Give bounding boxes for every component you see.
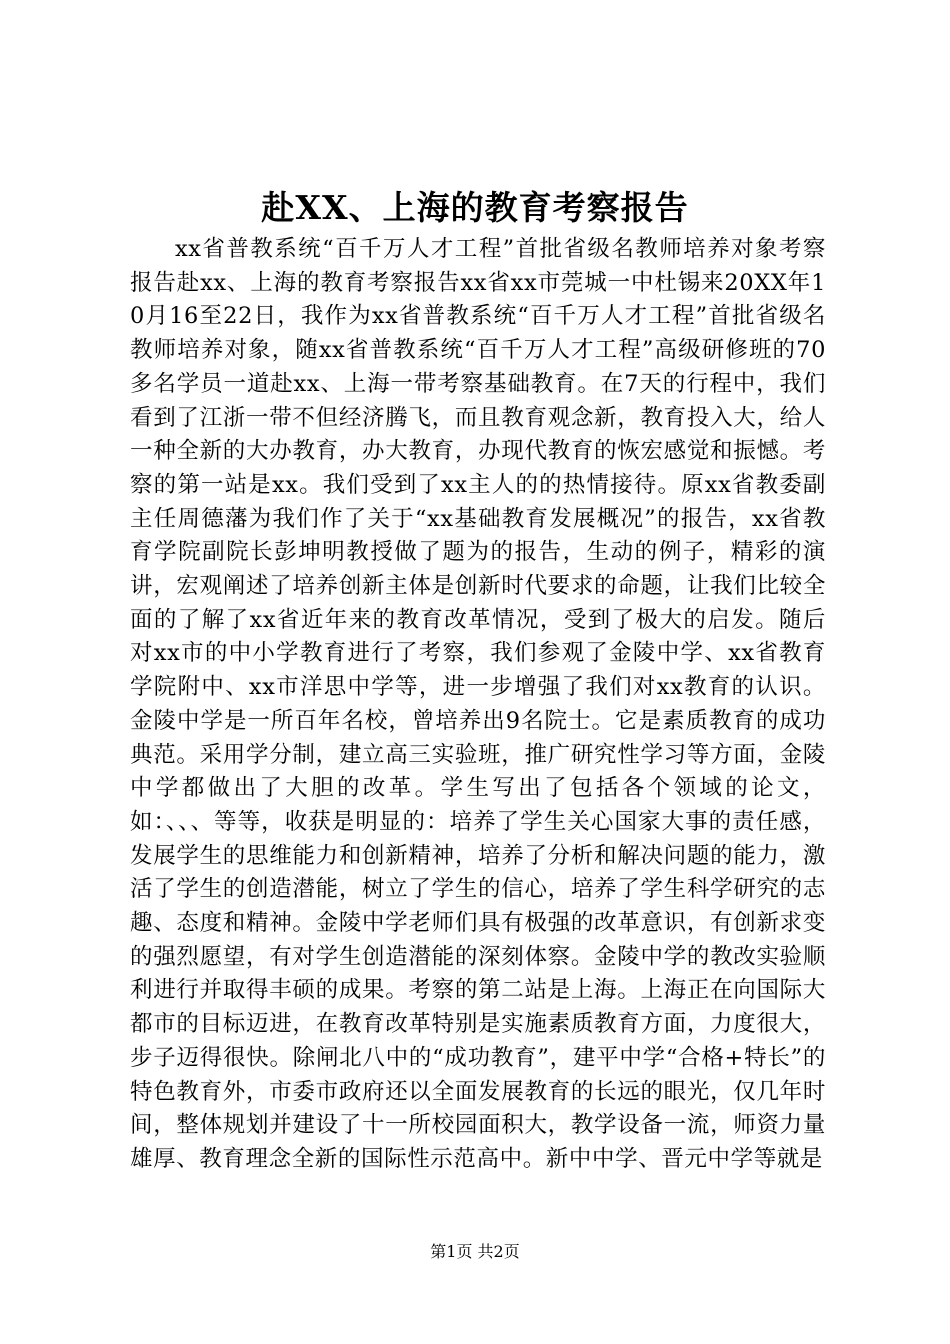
document-title: 赴XX、上海的教育考察报告 xyxy=(261,188,689,227)
document-body-paragraph: xx省普教系统“百千万人才工程”首批省级名教师培养对象考察报告赴xx、上海的教育考察报告xx省xx市莞城一中杜锡来20XX年10月16至22日，我作为xx省普教系统“百千万人才工程”首批省级名教师培养对象，随xx省普教系统“百千万人才工程”高级研修班的70多名学员一道赴xx、上海一带考察基础教育。在7天的行程中，我们看到了江浙一带不但经济腾飞，而且教育观念新，教育投入大，给人一种全新的大办教育，办大教育，办现代教育的恢宏感觉和振憾。考察的第一站是xx。我们受到了xx主人的的热情接待。原xx省教委副主任周德藩为我们作了关于“xx基础教育发展概况”的报告，xx省教育学院副院长彭坤明教授做了题为的报告，生动的例子，精彩的演讲，宏观阐述了培养创新主体是创新时代要求的命题，让我们比较全面的了解了xx省近年来的教育改革情况，受到了极大的启发。随后对xx市的中小学教育进行了考察，我们参观了金陵中学、xx省教育学院附中、xx市洋思中学等，进一步增强了我们对xx教育的认识。金陵中学是一所百年名校，曾培养出9名院士。它是素质教育的成功典范。采用学分制，建立高三实验班，推广研究性学习等方面，金陵中学都做出了大胆的改革。学生写出了包括各个领域的论文，如：、、、等等，收获是明显的：培养了学生关心国家大事的责任感，发展学生的思维能力和创新精神，培养了分析和解决问题的能力，激活了学生的创造潜能，树立了学生的信心，培养了学生科学研究的志趣、态度和精神。金陵中学老师们具有极强的改革意识，有创新求变的强烈愿望，有对学生创造潜能的深刻体察。金陵中学的教改实验顺利进行并取得丰硕的成果。考察的第二站是上海。上海正在向国际大都市的目标迈进，在教育改革特别是实施素质教育方面，力度很大，步子迈得很快。除闸北八中的“成功教育”，建平中学“合格+特长”的特色教育外，市委市政府还以全面发展教育的长远的眼光，仅几年时间，整体规划并建设了十一所校园面积大，教学设备一流，师资力量雄厚、教育理念全新的国际性示范高中。新中中学、晋元中学等就是 xyxy=(130,236,826,1172)
page-number-footer: 第1页 共2页 xyxy=(430,1242,520,1261)
